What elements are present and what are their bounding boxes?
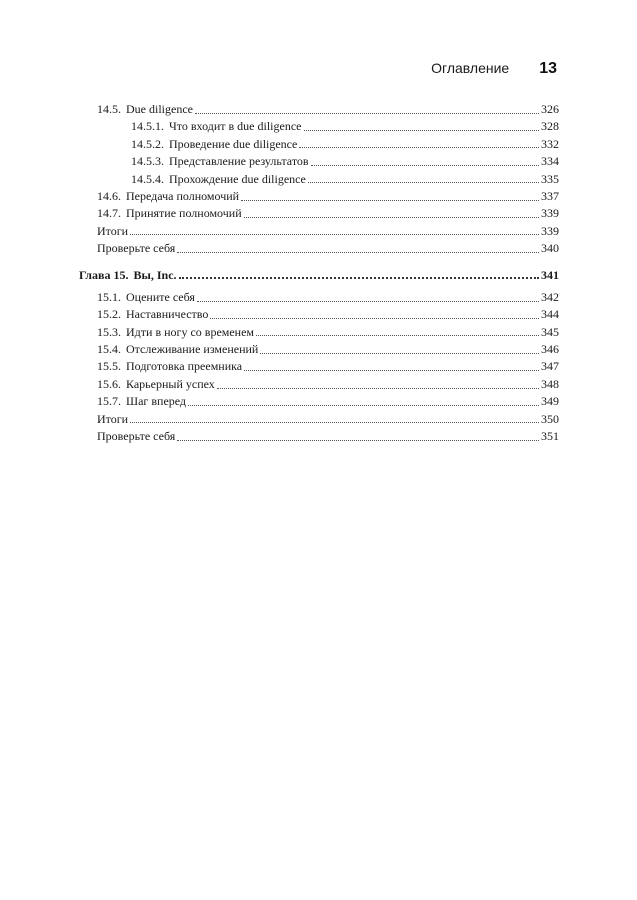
toc-entry-page: 340 xyxy=(541,241,559,256)
toc-entry[interactable] xyxy=(79,205,559,222)
toc-entry-title: Вы, Inc. xyxy=(133,267,177,282)
toc-entry-page: 337 xyxy=(541,188,559,203)
toc-entry-number: 15.5. xyxy=(97,359,121,374)
dot-leader xyxy=(256,327,539,337)
toc-entry-title: Представление результатов xyxy=(169,154,309,169)
toc-entry[interactable] xyxy=(79,223,559,240)
toc-entry-title: Что входит в due diligence xyxy=(169,119,302,134)
toc-entry-title: Идти в ногу со временем xyxy=(126,324,255,339)
toc-entry[interactable] xyxy=(79,240,559,257)
toc-entry-title: Отслеживание изменений xyxy=(126,342,259,357)
toc-entry-number: 15.6. xyxy=(97,376,121,391)
toc-entry-title: Принятие полномочий xyxy=(126,206,242,221)
toc-entry-title: Подготовка преемника xyxy=(126,359,243,374)
toc-entry-number: 15.4. xyxy=(97,342,121,357)
toc-entry[interactable] xyxy=(79,324,559,341)
dot-leader xyxy=(177,244,539,254)
toc-entry-title: Карьерный успех xyxy=(126,376,215,391)
dot-leader xyxy=(217,380,539,390)
toc-entry-title: Проверьте себя xyxy=(97,241,176,256)
toc-entry[interactable] xyxy=(79,393,559,410)
toc-entry-page: 350 xyxy=(541,411,559,426)
toc-entry-title: Due diligence xyxy=(126,102,193,116)
toc-entry-title: Оцените себя xyxy=(126,289,195,304)
toc-entry-title: Прохождение due diligence xyxy=(169,171,306,186)
dot-leader xyxy=(177,432,539,442)
dot-leader xyxy=(130,414,539,424)
toc-entry-title: Шаг вперед xyxy=(126,394,187,409)
dot-leader xyxy=(299,139,539,149)
toc-entry-number: 14.5.1. xyxy=(131,119,164,134)
toc-entry-title: Итоги xyxy=(97,223,129,238)
dot-leader xyxy=(308,174,539,184)
toc-entry[interactable] xyxy=(79,358,559,375)
toc-entry[interactable] xyxy=(79,118,559,135)
toc-entry-title: Итоги xyxy=(97,411,129,426)
dot-leader xyxy=(311,157,539,167)
toc-entry-number: 15.2. xyxy=(97,307,121,322)
toc-entry-page: 346 xyxy=(541,342,559,357)
toc-entry-title: Передача полномочий xyxy=(126,188,240,203)
running-title: Оглавление xyxy=(431,60,510,76)
toc-entry-page: 348 xyxy=(541,376,559,391)
toc-entry[interactable] xyxy=(79,171,559,188)
toc-entry-number: 14.5.2. xyxy=(131,136,164,151)
toc-entry-number: 14.5.3. xyxy=(131,154,164,169)
dot-leader xyxy=(210,310,539,320)
dot-leader xyxy=(244,209,539,219)
toc-chapter-entry[interactable] xyxy=(79,267,559,284)
toc-entry-number: 14.5.4. xyxy=(131,171,164,186)
dot-leader xyxy=(244,362,539,372)
toc-entry-title: Проверьте себя xyxy=(97,429,176,444)
toc-entry-page: 332 xyxy=(541,136,559,151)
toc-entry-number: 14.5. xyxy=(97,102,121,116)
toc-entry-page: 345 xyxy=(541,324,559,339)
toc-entry-page: 344 xyxy=(541,307,559,322)
toc-entry-page: 339 xyxy=(541,223,559,238)
toc-entry-number: 14.6. xyxy=(97,188,121,203)
toc-entry-page: 341 xyxy=(541,267,559,282)
dot-leader xyxy=(179,270,539,280)
toc-entry[interactable] xyxy=(79,306,559,323)
dot-leader xyxy=(241,192,539,202)
toc-entry-number: 15.3. xyxy=(97,324,121,339)
toc-entry-number: 15.1. xyxy=(97,289,121,304)
toc-entry-page: 351 xyxy=(541,429,559,444)
dot-leader xyxy=(197,293,539,303)
toc-entry[interactable] xyxy=(79,428,559,445)
toc-entry-title: Наставничество xyxy=(126,307,209,322)
toc-entry-page: 328 xyxy=(541,119,559,134)
toc-entry-title: Проведение due diligence xyxy=(169,136,298,151)
toc-entry-number: 15.7. xyxy=(97,394,121,409)
toc-entry[interactable] xyxy=(79,376,559,393)
toc-entry[interactable] xyxy=(79,101,559,118)
toc-entry-number: 14.7. xyxy=(97,206,121,221)
running-head xyxy=(431,60,557,78)
dot-leader xyxy=(260,345,539,355)
toc-entry[interactable] xyxy=(79,153,559,170)
toc-entry-page: 349 xyxy=(541,394,559,409)
dot-leader xyxy=(195,105,539,115)
dot-leader xyxy=(304,122,540,132)
toc-entry[interactable] xyxy=(79,341,559,358)
toc-entry-number: Глава 15. xyxy=(79,267,129,282)
toc-entry[interactable] xyxy=(79,289,559,306)
toc-entry-page: 334 xyxy=(541,154,559,169)
toc-entry[interactable] xyxy=(79,411,559,428)
toc-entry-page: 347 xyxy=(541,359,559,374)
toc-entry[interactable] xyxy=(79,188,559,205)
table-of-contents xyxy=(79,101,559,445)
dot-leader xyxy=(188,397,539,407)
toc-entry-page: 335 xyxy=(541,171,559,186)
page-number: 13 xyxy=(539,60,557,77)
dot-leader xyxy=(130,226,539,236)
toc-entry-page: 326 xyxy=(541,102,559,116)
toc-entry-page: 339 xyxy=(541,206,559,221)
toc-entry[interactable] xyxy=(79,136,559,153)
toc-entry-page: 342 xyxy=(541,289,559,304)
